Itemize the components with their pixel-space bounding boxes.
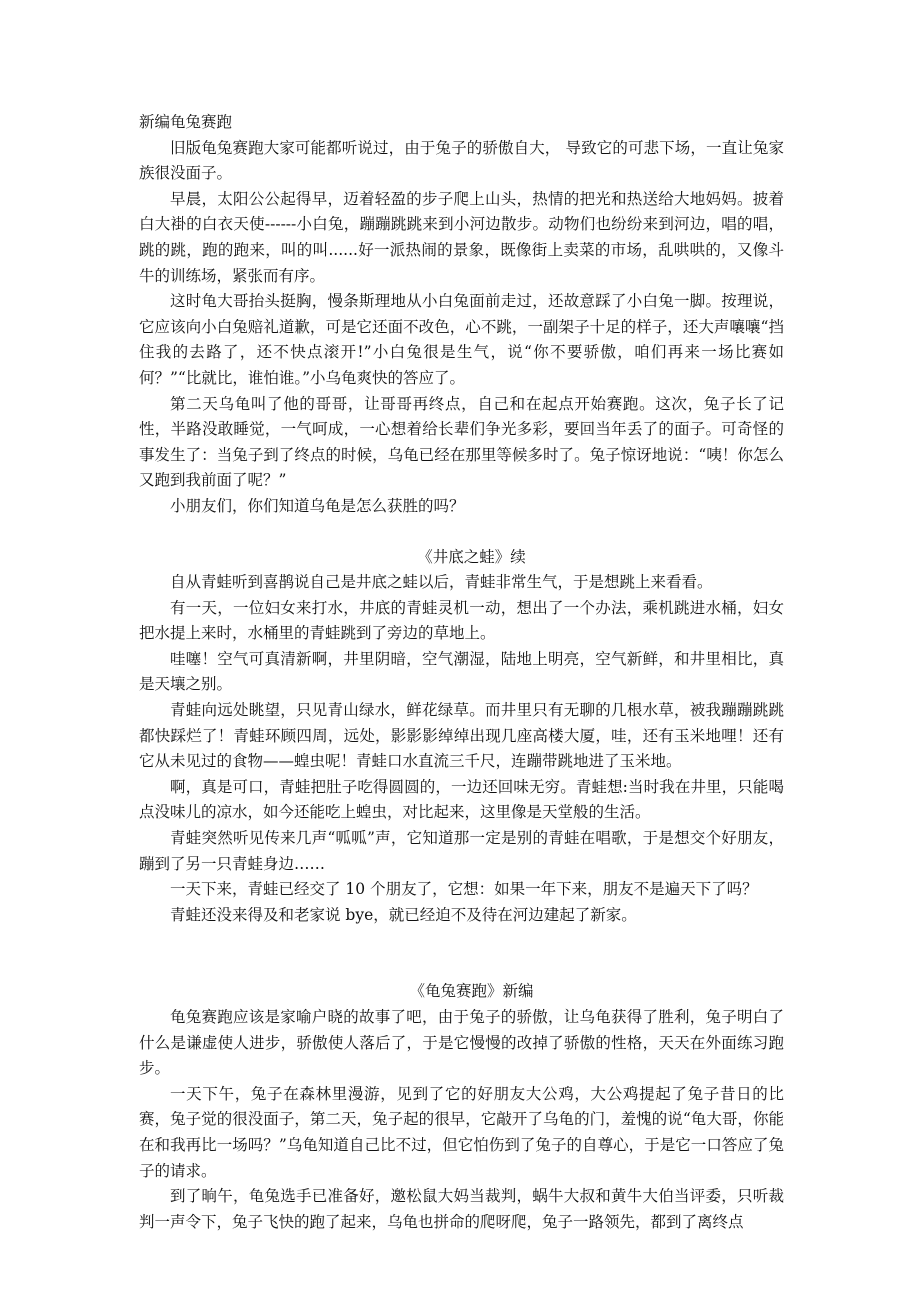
story3-title: 《龟兔赛跑》新编 (409, 982, 534, 1001)
document-page (139, 110, 784, 1235)
story1-paragraph-5: 小朋友们，你们知道乌龟是怎么获胜的吗？ (170, 496, 465, 515)
story2-paragraph-7: 一天下来，青蛙已经交了 10 个朋友了，它想：如果一年下来，朋友不是遍天下了吗？ (170, 880, 758, 899)
story2-paragraph-4: 青蛙向远处眺望，只见青山绿水，鲜花绿草。而井里只有无聊的几根水草，被我蹦蹦跳跳都快踩烂了！青蛙环顾四周，远处，影影影绰绰出现几座高楼大厦，哇，还有玉米地哩！还有它从未见过的食物——蝗虫呢！青蛙口水直流三千尺，连蹦带跳地进了玉米地。 (139, 701, 784, 771)
section-spacer (139, 520, 784, 545)
story1-paragraph-1: 旧版龟兔赛跑大家可能都听说过，由于兔子的骄傲自大， 导致它的可悲下场，一直让兔家族很没面子。 (139, 138, 784, 183)
story2-paragraph-1: 自从青蛙听到喜鹊说自己是井底之蛙以后，青蛙非常生气，于是想跳上来看看。 (170, 573, 713, 592)
story2-paragraph-6: 青蛙突然听见传来几声“呱呱”声，它知道那一定是别的青蛙在唱歌，于是想交个好朋友，蹦到了另一只青蛙身边…… (139, 829, 784, 873)
story1-paragraph-3: 这时龟大哥抬头挺胸，慢条斯理地从小白兔面前走过，还故意踩了小白兔一脚。按理说，它应该向小白兔赔礼道歉，可是它还面不改色，心不跳，一副架子十足的样子，还大声嚷嚷“挡住我的去路了，还不快点滚开!”小白兔很是生气，说“你不要骄傲，咱们再来一场比赛如何？”“比就比，谁怕谁。”小乌龟爽快的答应了。 (139, 292, 784, 387)
story2-paragraph-2: 有一天，一位妇女来打水，井底的青蛙灵机一动，想出了一个办法，乘机跳进水桶，妇女把水提上来时，水桶里的青蛙跳到了旁边的草地上。 (139, 598, 784, 643)
story1-paragraph-4: 第二天乌龟叫了他的哥哥，让哥哥再终点，自己和在起点开始赛跑。这次，兔子长了记性，半路没敢睡觉，一气呵成，一心想着给长辈们争光多彩，要回当年丢了的面子。可奇怪的事发生了：当兔子到了终点的时候，乌龟已经在那里等候多时了。兔子惊讶地说：“咦！你怎么又跑到我前面了呢？” (139, 394, 784, 490)
story2-paragraph-5: 啊，真是可口，青蛙把肚子吃得圆圆的，一边还回味无穷。青蛙想:当时我在井里，只能喝点没味儿的凉水，如今还能吃上蝗虫，对比起来，这里像是天堂般的生活。 (139, 777, 784, 822)
story2-title: 《井底之蛙》续 (417, 547, 526, 566)
story2-paragraph-3: 哇噻！空气可真清新啊，井里阴暗，空气潮湿，陆地上明亮，空气新鲜，和井里相比，真是天壤之别。 (139, 649, 784, 694)
story1-paragraph-2: 早晨，太阳公公起得早，迈着轻盈的步子爬上山头，热情的把光和热送给大地妈妈。披着白大褂的白衣天使------小白兔，蹦蹦跳跳来到小河边散步。动物们也纷纷来到河边，唱的唱，跳的跳，跑的跑来，叫的叫......好一派热闹的景象，既像街上卖菜的市场，乱哄哄的，又像斗牛的训练场，紧张而有序。 (139, 189, 784, 285)
story1-title: 新编龟兔赛跑 (139, 113, 233, 131)
story3-paragraph-1: 龟兔赛跑应该是家喻户晓的故事了吧，由于兔子的骄傲，让乌龟获得了胜利，兔子明白了什么是谦虚使人进步，骄傲使人落后了，于是它慢慢的改掉了骄傲的性格，天天在外面练习跑步。 (139, 1008, 784, 1078)
story2-paragraph-8: 青蛙还没来得及和老家说 bye，就已经迫不及待在河边建起了新家。 (170, 905, 637, 924)
story3-paragraph-3: 到了晌午，龟兔选手已准备好，邀松鼠大妈当裁判，蜗牛大叔和黄牛大伯当评委，只听裁判一声令下，兔子飞快的跑了起来，乌龟也拼命的爬呀爬，兔子一路领先，都到了离终点 (139, 1187, 784, 1231)
section-spacer (139, 928, 784, 979)
story3-paragraph-2: 一天下午，兔子在森林里漫游，见到了它的好朋友大公鸡，大公鸡提起了兔子昔日的比赛，兔子觉的很没面子，第二天，兔子起的很早，它敲开了乌龟的门，羞愧的说“龟大哥，你能在和我再比一场吗？”乌龟知道自己比不过，但它怕伤到了兔子的自尊心，于是它一口答应了兔子的请求。 (139, 1084, 784, 1180)
